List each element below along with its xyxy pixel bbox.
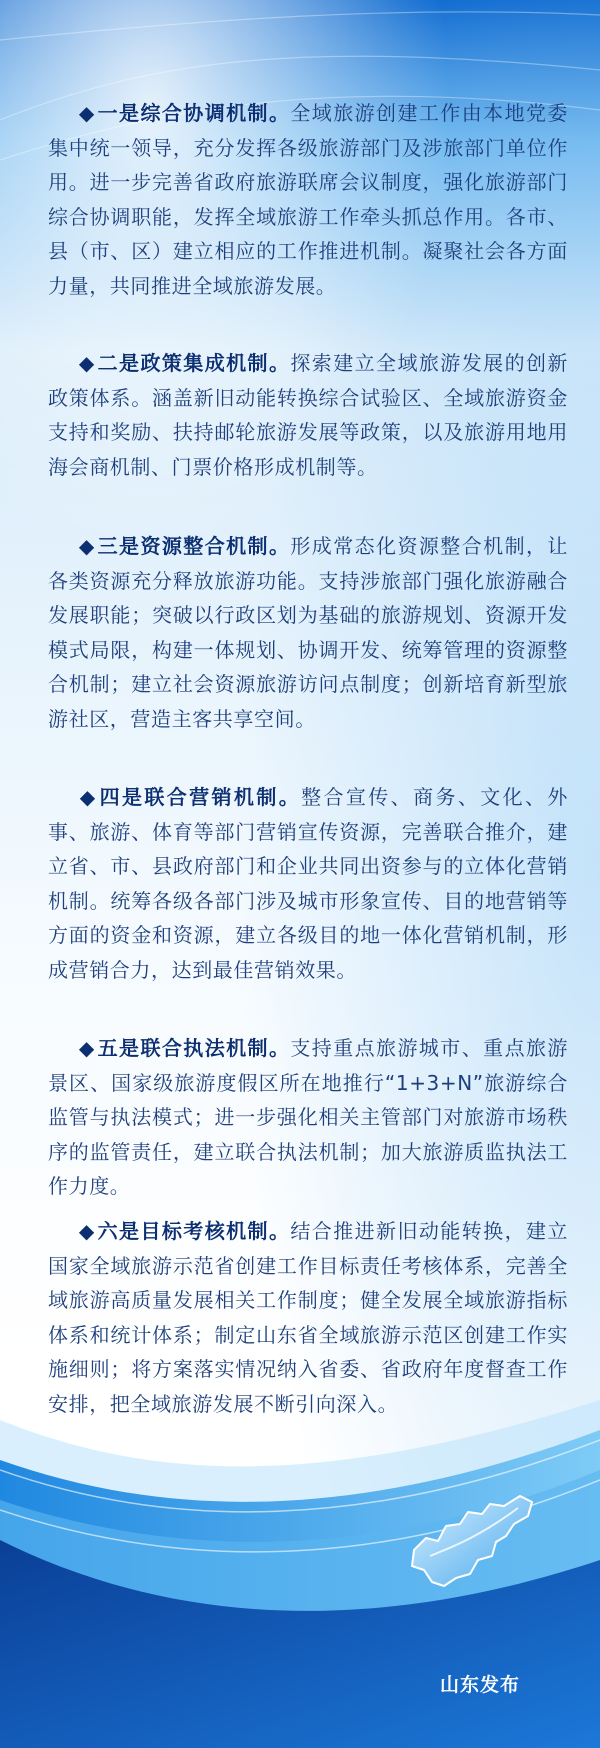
- section-heading: 三是资源整合机制。: [97, 534, 291, 558]
- section-policy: [48, 346, 568, 484]
- section-heading: 二是政策集成机制。: [97, 351, 291, 375]
- section-enforcement: [48, 1031, 568, 1204]
- section-body: 支持重点旅游城市、重点旅游景区、国家级旅游度假区所在地推行“1+3+N”旅游综合监管与执法模式；进一步强化相关主管部门对旅游市场秩序的监管责任，建立联合执法机制；加大旅游质监执法工作力度。: [48, 1036, 568, 1198]
- section-heading: 五是联合执法机制。: [97, 1036, 291, 1060]
- section-heading: 一是综合协调机制。: [97, 101, 291, 125]
- section-coordination: [48, 96, 568, 303]
- section-body: 形成常态化资源整合机制，让各类资源充分释放旅游功能。支持涉旅部门强化旅游融合发展职能；突破以行政区划为基础的旅游规划、资源开发模式局限，构建一体规划、协调开发、统筹管理的资源整合机制；建立社会资源旅游访问点制度；创新培育新型旅游社区，营造主客共享空间。: [48, 534, 568, 731]
- diamond-bullet-icon: ◆: [78, 351, 96, 375]
- section-heading: 六是目标考核机制。: [97, 1219, 291, 1243]
- section-marketing: [48, 780, 568, 987]
- diamond-bullet-icon: ◆: [78, 101, 96, 125]
- diamond-bullet-icon: ◆: [78, 1219, 96, 1243]
- diamond-bullet-icon: ◆: [78, 534, 96, 558]
- section-body: 结合推进新旧动能转换，建立国家全域旅游示范省创建工作目标责任考核体系，完善全域旅游高质量发展相关工作制度；健全发展全域旅游指标体系和统计体系；制定山东省全域旅游示范区创建工作实施细则；将方案落实情况纳入省委、省政府年度督查工作安排，把全域旅游发展不断引向深入。: [48, 1219, 568, 1416]
- section-body: 探索建立全域旅游发展的创新政策体系。涵盖新旧动能转换综合试验区、全域旅游资金支持和奖励、扶持邮轮旅游发展等政策，以及旅游用地用海会商机制、门票价格形成机制等。: [48, 351, 568, 479]
- diamond-bullet-icon: ◆: [78, 1036, 96, 1060]
- diamond-bullet-icon: ◆: [78, 785, 98, 809]
- logo-text: 山东发布: [440, 1674, 521, 1696]
- section-body: 全域旅游创建工作由本地党委集中统一领导，充分发挥各级旅游部门及涉旅部门单位作用。进一步完善省政府旅游联席会议制度，强化旅游部门综合协调职能，发挥全域旅游工作牵头抓总作用。各市、县（市、区）建立相应的工作推进机制。凝聚社会各方面力量，共同推进全域旅游发展。: [48, 101, 568, 298]
- section-resources: [48, 529, 568, 736]
- section-body: 整合宣传、商务、文化、外事、旅游、体育等部门营销宣传资源，完善联合推介，建立省、市、县政府部门和企业共同出资参与的立体化营销机制。统筹各级各部门涉及城市形象宣传、目的地营销等方面的资金和资源，建立各级目的地一体化营销机制，形成营销合力，达到最佳营销效果。: [48, 785, 569, 982]
- shandong-map-icon: [400, 1486, 540, 1596]
- section-heading: 四是联合营销机制。: [99, 785, 302, 809]
- section-assessment: [48, 1214, 568, 1421]
